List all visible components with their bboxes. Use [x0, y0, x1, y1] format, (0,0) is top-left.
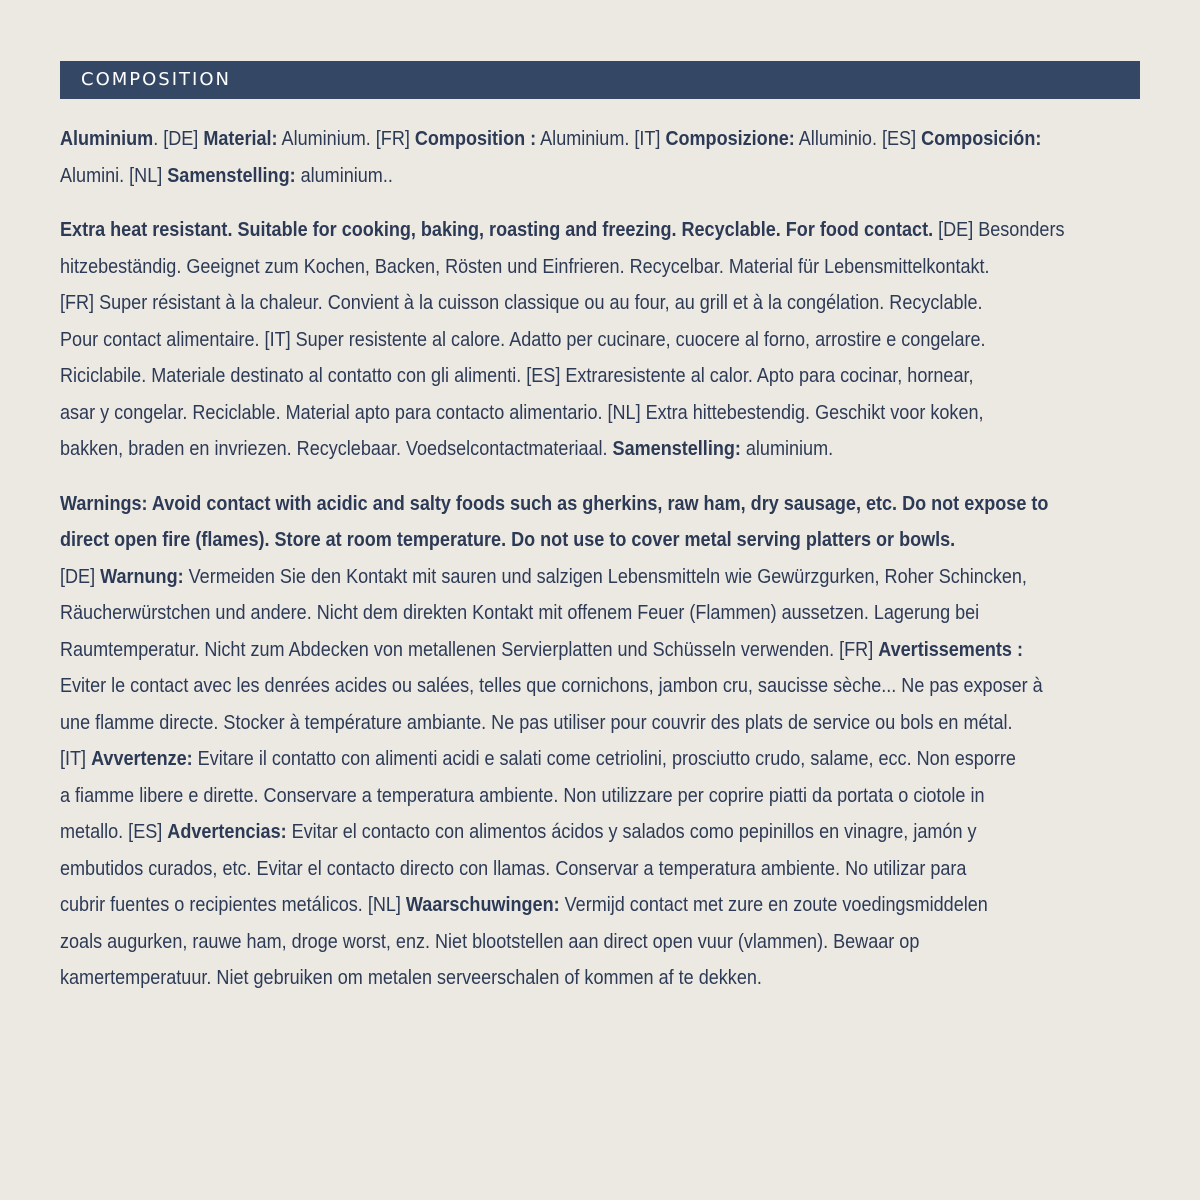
bold-text-segment: Advertencias:	[167, 820, 287, 843]
bold-text-segment: Samenstelling:	[167, 163, 296, 187]
text-segment: [IT]	[60, 747, 92, 770]
bold-text-segment: Warnings: Avoid contact with acidic and salty foods such as gherkins, raw ham, dry sausage, etc. Do not expose to	[60, 491, 1049, 515]
bold-text-segment: Avertissements :	[878, 637, 1023, 661]
text-segment: Vermeiden Sie den Kontakt mit sauren und salzigen Lebensmitteln wie Gewürzgurken, Roher Schincken,	[183, 564, 1027, 588]
text-segment: Pour contact alimentaire. [IT] Super resistente al calore. Adatto per cucinare, cuocere al forno, arrostire e congelare.	[60, 327, 986, 351]
text-line	[60, 285, 1019, 322]
paragraph-gap	[60, 194, 1019, 212]
text-segment: aluminium.	[740, 437, 834, 460]
text-line	[60, 960, 1019, 997]
bold-text-segment: Aluminium	[60, 127, 154, 150]
text-line	[60, 741, 1019, 778]
composition-text-block	[60, 121, 1065, 997]
bold-text-segment: direct open fire (flames). Store at room temperature. Do not use to cover metal serving platters or bowls.	[60, 528, 956, 551]
text-segment: . [DE]	[153, 127, 204, 150]
text-segment: Vermijd contact met zure en zoute voedingsmiddelen	[559, 893, 988, 916]
text-segment: Eviter le contact avec les denrées acides ou salées, telles que cornichons, jambon cru, saucisse sèche... Ne pas exposer à	[60, 674, 1043, 697]
bold-text-segment: Avvertenze:	[91, 747, 193, 770]
text-line	[60, 924, 1019, 961]
bold-text-segment: Waarschuwingen:	[405, 893, 560, 916]
text-line	[60, 851, 1019, 888]
paragraph	[60, 121, 1042, 194]
bold-text-segment: Samenstelling:	[612, 437, 741, 460]
text-segment: hitzebeständig. Geeignet zum Kochen, Backen, Rösten und Einfrieren. Recycelbar. Material für Lebensmittelkontakt.	[60, 254, 990, 278]
text-segment: Räucherwürstchen und andere. Nicht dem direkten Kontakt mit offenem Feuer (Flammen) aussetzen. Lagerung bei	[60, 601, 980, 624]
text-segment: aluminium..	[295, 163, 393, 187]
text-segment: Riciclabile. Materiale destinato al contatto con gli alimenti. [ES] Extraresistente al calor. Apto para cocinar, hornear,	[60, 364, 974, 387]
paragraph-gap	[60, 468, 1019, 486]
bold-text-segment: Composition :	[414, 127, 537, 150]
text-segment: [DE] Besonders	[933, 218, 1065, 241]
bold-text-segment: Warnung:	[100, 564, 184, 588]
text-line	[60, 358, 1019, 395]
text-line	[60, 212, 1065, 249]
bold-text-segment: Composizione:	[665, 127, 795, 150]
text-line	[60, 559, 1027, 596]
text-segment: bakken, braden en invriezen. Recyclebaar. Voedselcontactmateriaal.	[60, 437, 613, 460]
text-segment: une flamme directe. Stocker à température ambiante. Ne pas utiliser pour couvrir des plats de service ou bols en métal.	[60, 710, 1013, 734]
text-segment: kamertemperatuur. Niet gebruiken om metalen serveerschalen of kommen af te dekken.	[60, 966, 762, 989]
text-line	[60, 595, 1019, 632]
composition-header-bar	[60, 61, 1140, 99]
text-segment: embutidos curados, etc. Evitar el contacto directo con llamas. Conservar a temperatura ambiente. No utilizar para	[60, 856, 967, 880]
section-title: COMPOSITION	[81, 69, 231, 90]
text-segment: asar y congelar. Reciclable. Material apto para contacto alimentario. [NL] Extra hittebestendig. Geschikt voor koken,	[60, 400, 984, 424]
bold-text-segment: Extra heat resistant. Suitable for cooking, baking, roasting and freezing. Recyclable. For food contact.	[60, 218, 934, 241]
text-line	[60, 668, 1043, 705]
text-segment: cubrir fuentes o recipientes metálicos. [NL]	[60, 893, 406, 916]
text-segment: Alluminio. [ES]	[794, 127, 922, 150]
text-segment: [FR] Super résistant à la chaleur. Convient à la cuisson classique ou au four, au grill et à la congélation. Recyclable.	[60, 291, 983, 314]
text-line	[60, 431, 1019, 468]
text-line	[60, 522, 1019, 559]
text-line	[60, 395, 1019, 432]
text-segment: Aluminium. [FR]	[277, 127, 415, 150]
text-line	[60, 486, 1049, 523]
text-line	[60, 121, 1042, 158]
text-segment: Evitar el contacto con alimentos ácidos y salados como pepinillos en vinagre, jamón y	[286, 820, 977, 843]
text-line	[60, 322, 1019, 359]
text-line	[60, 814, 1019, 851]
text-line	[60, 249, 1019, 286]
text-segment: a fiamme libere e dirette. Conservare a temperatura ambiente. Non utilizzare per coprire piatti da portata o ciotole in	[60, 783, 985, 807]
text-segment: metallo. [ES]	[60, 820, 168, 843]
text-segment: Raumtemperatur. Nicht zum Abdecken von metallenen Servierplatten und Schüsseln verwenden. [FR]	[60, 637, 879, 661]
text-segment: Alumini. [NL]	[60, 163, 168, 187]
bold-text-segment: Material:	[203, 127, 278, 150]
text-segment: Aluminium. [IT]	[536, 127, 666, 150]
text-line	[60, 887, 1019, 924]
text-line	[60, 632, 1023, 669]
text-line	[60, 158, 1019, 195]
text-line	[60, 705, 1019, 742]
text-segment: zoals augurken, rauwe ham, droge worst, enz. Niet blootstellen aan direct open vuur (vlammen). Bewaar op	[60, 929, 920, 953]
text-segment: [DE]	[60, 564, 101, 588]
text-segment: Evitare il contatto con alimenti acidi e salati come cetriolini, prosciutto crudo, salame, ecc. Non esporre	[192, 747, 1016, 770]
paragraph	[60, 212, 1065, 468]
paragraph	[60, 486, 1049, 997]
bold-text-segment: Composición:	[921, 127, 1042, 150]
text-line	[60, 778, 1019, 815]
